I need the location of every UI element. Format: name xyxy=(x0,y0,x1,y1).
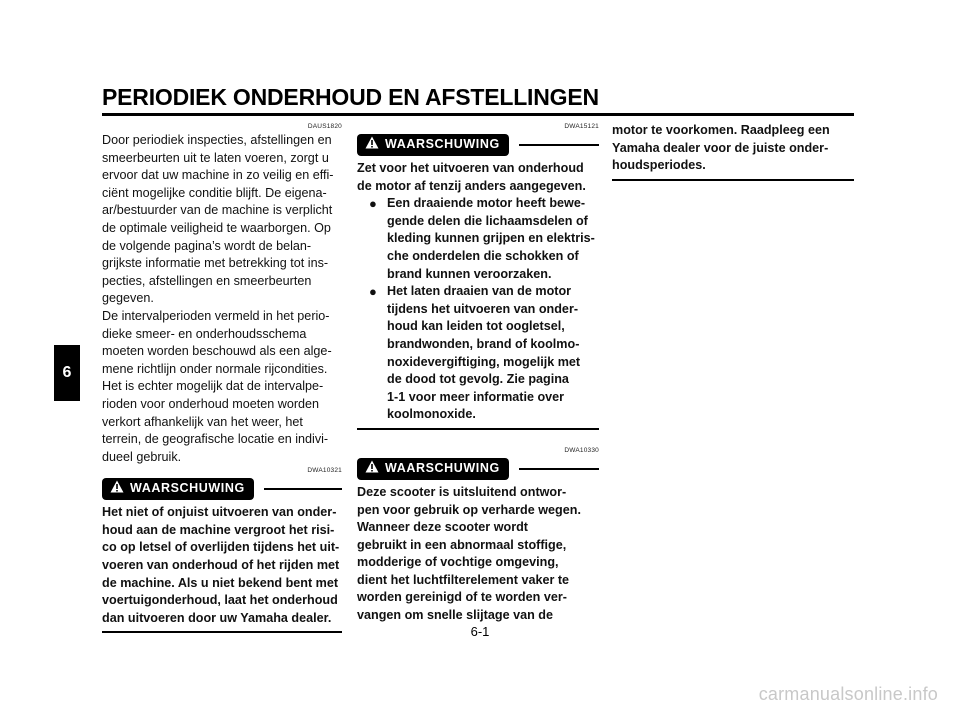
bullet-line: de dood tot gevolg. Zie pagina xyxy=(387,372,569,387)
warning-line: Deze scooter is uitsluitend ontwor- xyxy=(357,484,567,499)
intro-line: de volgende pagina’s wordt de belan- xyxy=(102,238,312,253)
warning-line: Wanneer deze scooter wordt xyxy=(357,520,528,535)
warning-code: DWA15121 xyxy=(564,123,599,130)
warning-continuation xyxy=(612,122,854,175)
interval-line: rioden voor onderhoud moeten worden xyxy=(102,396,320,411)
warning-end-rule xyxy=(612,179,854,181)
bullet-line: gende delen die lichaamsdelen of xyxy=(387,213,588,228)
bullet-icon: ● xyxy=(369,196,377,212)
intro-line: ervoor dat uw machine in zo veilig en effi- xyxy=(102,168,334,183)
column-2 xyxy=(357,122,599,625)
interval-line: terrein, de geografische locatie en indivi- xyxy=(102,432,329,447)
warning-rule xyxy=(264,488,342,490)
warning-text xyxy=(102,504,342,627)
title-rule xyxy=(102,113,854,116)
intro-line: smeerbeurten uit te laten voeren, zorgt u xyxy=(102,150,329,165)
warning-line: dan uitvoeren door uw Yamaha dealer. xyxy=(102,610,332,625)
page-title: PERIODIEK ONDERHOUD EN AFSTELLINGEN xyxy=(102,84,599,110)
interval-line: dueel gebruik. xyxy=(102,449,182,464)
column-1 xyxy=(102,122,342,633)
warning-text xyxy=(357,484,599,625)
interval-line: verkort afhankelijk van het weer, het xyxy=(102,414,303,429)
warning-line: voertuigonderhoud, laat het onderhoud xyxy=(102,593,338,608)
warning-line: houd aan de machine vergroot het risi- xyxy=(102,522,335,537)
warning-badge xyxy=(102,478,254,500)
intro-line: grijkste informatie met betrekking tot ins- xyxy=(102,256,329,271)
bullet-line: Het laten draaien van de motor xyxy=(387,284,572,299)
warning-label: WAARSCHUWING xyxy=(130,481,245,496)
intro-line: ar/bestuurder van de machine is verplicht xyxy=(102,203,333,218)
interval-line: De intervalperioden vermeld in het perio- xyxy=(102,308,330,323)
bullet-line: noxidevergiftiging, mogelijk met xyxy=(387,354,581,369)
bullet-icon: ● xyxy=(369,284,377,300)
bullet-line: che onderdelen die schokken of xyxy=(387,248,579,263)
warning-line: co op letsel of overlijden tijdens het uit- xyxy=(102,540,340,555)
warning-line: dient het luchtfilterelement vaker te xyxy=(357,572,570,587)
warning-badge xyxy=(357,458,509,480)
bullet-line: kleding kunnen grijpen en elektris- xyxy=(387,231,595,246)
bullet-line: 1-1 voor meer informatie over xyxy=(387,389,565,404)
warning-line: voeren van onderhoud of het rijden met xyxy=(102,558,340,573)
bullet-line: brandwonden, brand of koolmo- xyxy=(387,336,580,351)
warning-header xyxy=(102,478,342,500)
chapter-tab: 6 xyxy=(54,345,80,401)
intro-paragraph xyxy=(102,132,342,308)
bullet-line: koolmonoxide. xyxy=(387,407,476,422)
warning-label: WAARSCHUWING xyxy=(385,461,500,476)
warning-line: Zet voor het uitvoeren van onderhoud xyxy=(357,161,584,175)
intro-line: Door periodiek inspecties, afstellingen en xyxy=(102,133,332,147)
page-number: 6-1 xyxy=(470,624,490,639)
warning-header xyxy=(357,458,599,480)
warning-triangle-icon xyxy=(365,460,379,479)
interval-line: mene richtlijn onder normale rijcondities. xyxy=(102,361,328,376)
interval-line: dieke smeer- en onderhoudsschema xyxy=(102,326,307,341)
warning-triangle-icon xyxy=(365,136,379,155)
interval-paragraph xyxy=(102,308,342,466)
warning-line: motor te voorkomen. Raadpleeg een xyxy=(612,123,830,137)
warning-code: DWA10330 xyxy=(564,446,599,454)
warning-line: Het niet of onjuist uitvoeren van onder- xyxy=(102,505,337,520)
bullet-item xyxy=(357,195,599,283)
intro-line: ciënt mogelijke conditie blijft. De eigena- xyxy=(102,185,327,200)
intro-line: de optimale veiligheid te waarborgen. Op xyxy=(102,220,331,235)
bullet-line: Een draaiende motor heeft bewe- xyxy=(387,196,586,211)
warning-line: Yamaha dealer voor de juiste onder- xyxy=(612,140,829,155)
warning-rule xyxy=(519,144,599,146)
warning-code: DWA10321 xyxy=(307,467,342,475)
warning-line: modderige of vochtige omgeving, xyxy=(357,555,559,570)
bullet-line: brand kunnen veroorzaken. xyxy=(387,266,552,281)
warning-text xyxy=(357,160,599,195)
warning-header xyxy=(357,134,599,156)
interval-line: Het is echter mogelijk dat de intervalpe- xyxy=(102,379,324,394)
warning-triangle-icon xyxy=(110,480,124,499)
bullet-line: houd kan leiden tot oogletsel, xyxy=(387,319,565,334)
warning-rule xyxy=(519,468,599,470)
warning-label: WAARSCHUWING xyxy=(385,137,500,152)
warning-badge xyxy=(357,134,509,156)
intro-line: pecties, afstellingen en smeerbeurten xyxy=(102,273,312,288)
bullet-line: tijdens het uitvoeren van onder- xyxy=(387,301,579,316)
warning-line: houdsperiodes. xyxy=(612,158,706,173)
watermark: carmanualsonline.info xyxy=(758,684,938,704)
warning-line: pen voor gebruik op verharde wegen. xyxy=(357,502,581,517)
bullet-item xyxy=(357,283,599,424)
warning-line: de motor af tenzij anders aangegeven. xyxy=(357,178,586,193)
section-code: DAUS1820 xyxy=(307,123,342,130)
column-3 xyxy=(612,122,854,181)
warning-line: worden gereinigd of te worden ver- xyxy=(357,590,567,605)
interval-line: moeten worden beschouwd als een alge- xyxy=(102,344,332,359)
warning-line: de machine. Als u niet bekend bent met xyxy=(102,575,339,590)
warning-line: vangen om snelle slijtage van de xyxy=(357,608,553,623)
intro-line: gegeven. xyxy=(102,291,154,306)
warning-line: gebruikt in een abnormaal stoffige, xyxy=(357,537,567,552)
